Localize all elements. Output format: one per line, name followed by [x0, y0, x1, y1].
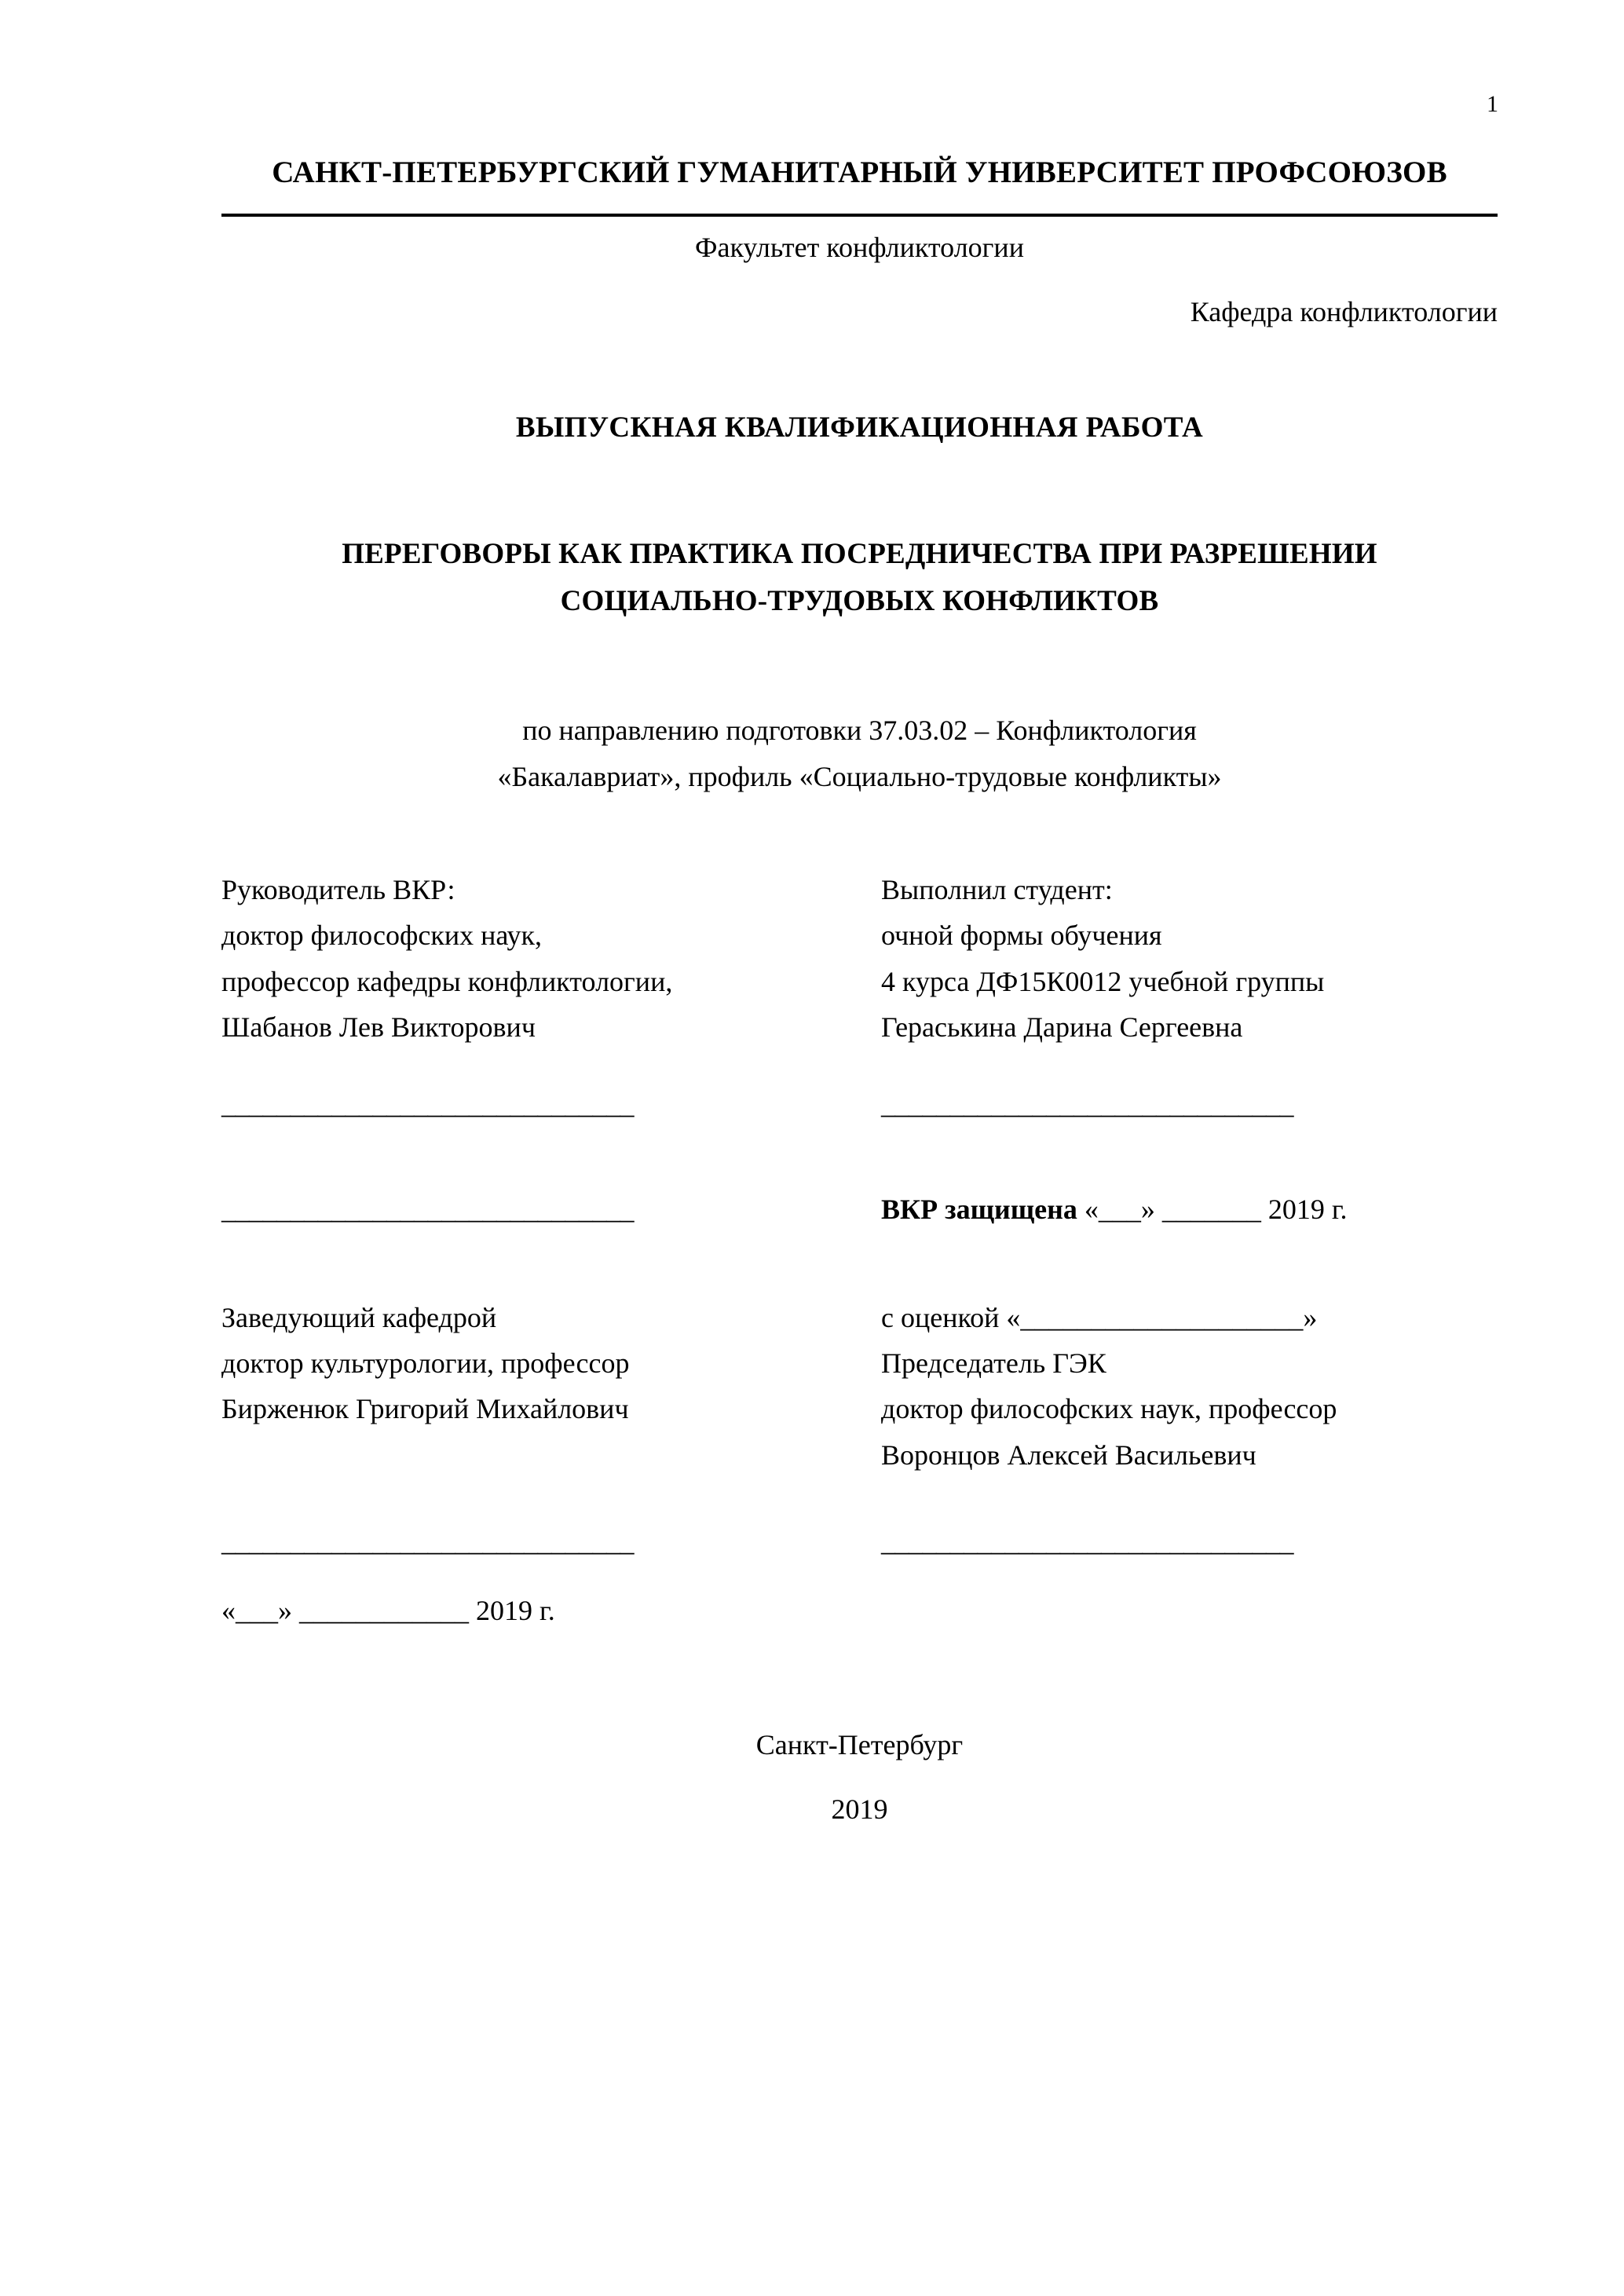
- chair-signature-block: [881, 1519, 1498, 1634]
- commission-block: [881, 1295, 1498, 1478]
- supervisor-name: Шабанов Лев Викторович: [221, 1011, 536, 1043]
- university-name: САНКТ-ПЕТЕРБУРГСКИЙ ГУМАНИТАРНЫЙ УНИВЕРСИТЕТ ПРОФСОЮЗОВ: [272, 155, 1447, 189]
- head-label: Заведующий кафедрой: [221, 1301, 497, 1333]
- page-number: 1: [1487, 91, 1498, 117]
- student-label: Выполнил студент:: [881, 873, 1113, 905]
- supervisor-student-row: [221, 867, 1498, 1128]
- faculty-name: Факультет конфликтологии: [695, 232, 1024, 264]
- document-type: ВЫПУСКНАЯ КВАЛИФИКАЦИОННАЯ РАБОТА: [515, 411, 1204, 444]
- defense-date-blank: «___» _______ 2019 г.: [1084, 1193, 1348, 1225]
- student-block: [881, 867, 1498, 1128]
- head-name: Бирженюк Григорий Михайлович: [221, 1393, 629, 1425]
- chair-name: Воронцов Алексей Васильевич: [881, 1439, 1256, 1471]
- defense-block: [881, 1186, 1498, 1232]
- thesis-title: ПЕРЕГОВОРЫ КАК ПРАКТИКА ПОСРЕДНИЧЕСТВА ПРИ РАЗРЕШЕНИИ СОЦИАЛЬНО-ТРУДОВЫХ КОНФЛИКТОВ: [342, 538, 1377, 618]
- supervisor-degree: доктор философских наук,: [221, 919, 542, 952]
- year: 2019: [831, 1793, 888, 1825]
- head-signature-block: [221, 1519, 881, 1634]
- program-info: [221, 707, 1498, 799]
- student-name: Гераськина Дарина Сергеевна: [881, 1011, 1243, 1043]
- grade-line: с оценкой «____________________»: [881, 1301, 1318, 1333]
- second-signature-block: [221, 1186, 881, 1232]
- header-divider: [221, 214, 1498, 217]
- final-signature-row: [221, 1519, 1498, 1634]
- student-signature-line: ______________________________: [881, 1088, 1293, 1121]
- head-degree: доктор культурологии, профессор: [221, 1347, 630, 1380]
- defense-row: [221, 1186, 1498, 1232]
- student-group: 4 курса ДФ15К0012 учебной группы: [881, 965, 1325, 997]
- program-direction: по направлению подготовки 37.03.02 – Конфликтология: [522, 715, 1197, 747]
- chair-degree: доктор философских наук, профессор: [881, 1393, 1337, 1425]
- student-form: очной формы обучения: [881, 919, 1162, 952]
- supervisor-position: профессор кафедры конфликтологии,: [221, 965, 673, 997]
- head-signature-line: ______________________________: [221, 1526, 634, 1558]
- chair-label: Председатель ГЭК: [881, 1347, 1106, 1380]
- defense-label: ВКР защищена: [881, 1193, 1077, 1225]
- program-profile: «Бакалавриат», профиль «Социально-трудовые конфликты»: [497, 760, 1222, 792]
- department-name: Кафедра конфликтологии: [1190, 296, 1498, 328]
- supervisor-label: Руководитель ВКР:: [221, 873, 455, 905]
- head-date-line: «___» ____________ 2019 г.: [221, 1595, 555, 1627]
- head-of-department-block: [221, 1295, 881, 1478]
- supervisor-block: [221, 867, 881, 1128]
- city: Санкт-Петербург: [755, 1728, 964, 1760]
- second-signature-line: ______________________________: [221, 1193, 634, 1225]
- chair-signature-line: ______________________________: [881, 1526, 1293, 1558]
- defense-statement: [881, 1186, 1498, 1232]
- supervisor-signature-line: ______________________________: [221, 1088, 634, 1121]
- title-page-content: [221, 149, 1498, 1826]
- head-commission-row: [221, 1295, 1498, 1478]
